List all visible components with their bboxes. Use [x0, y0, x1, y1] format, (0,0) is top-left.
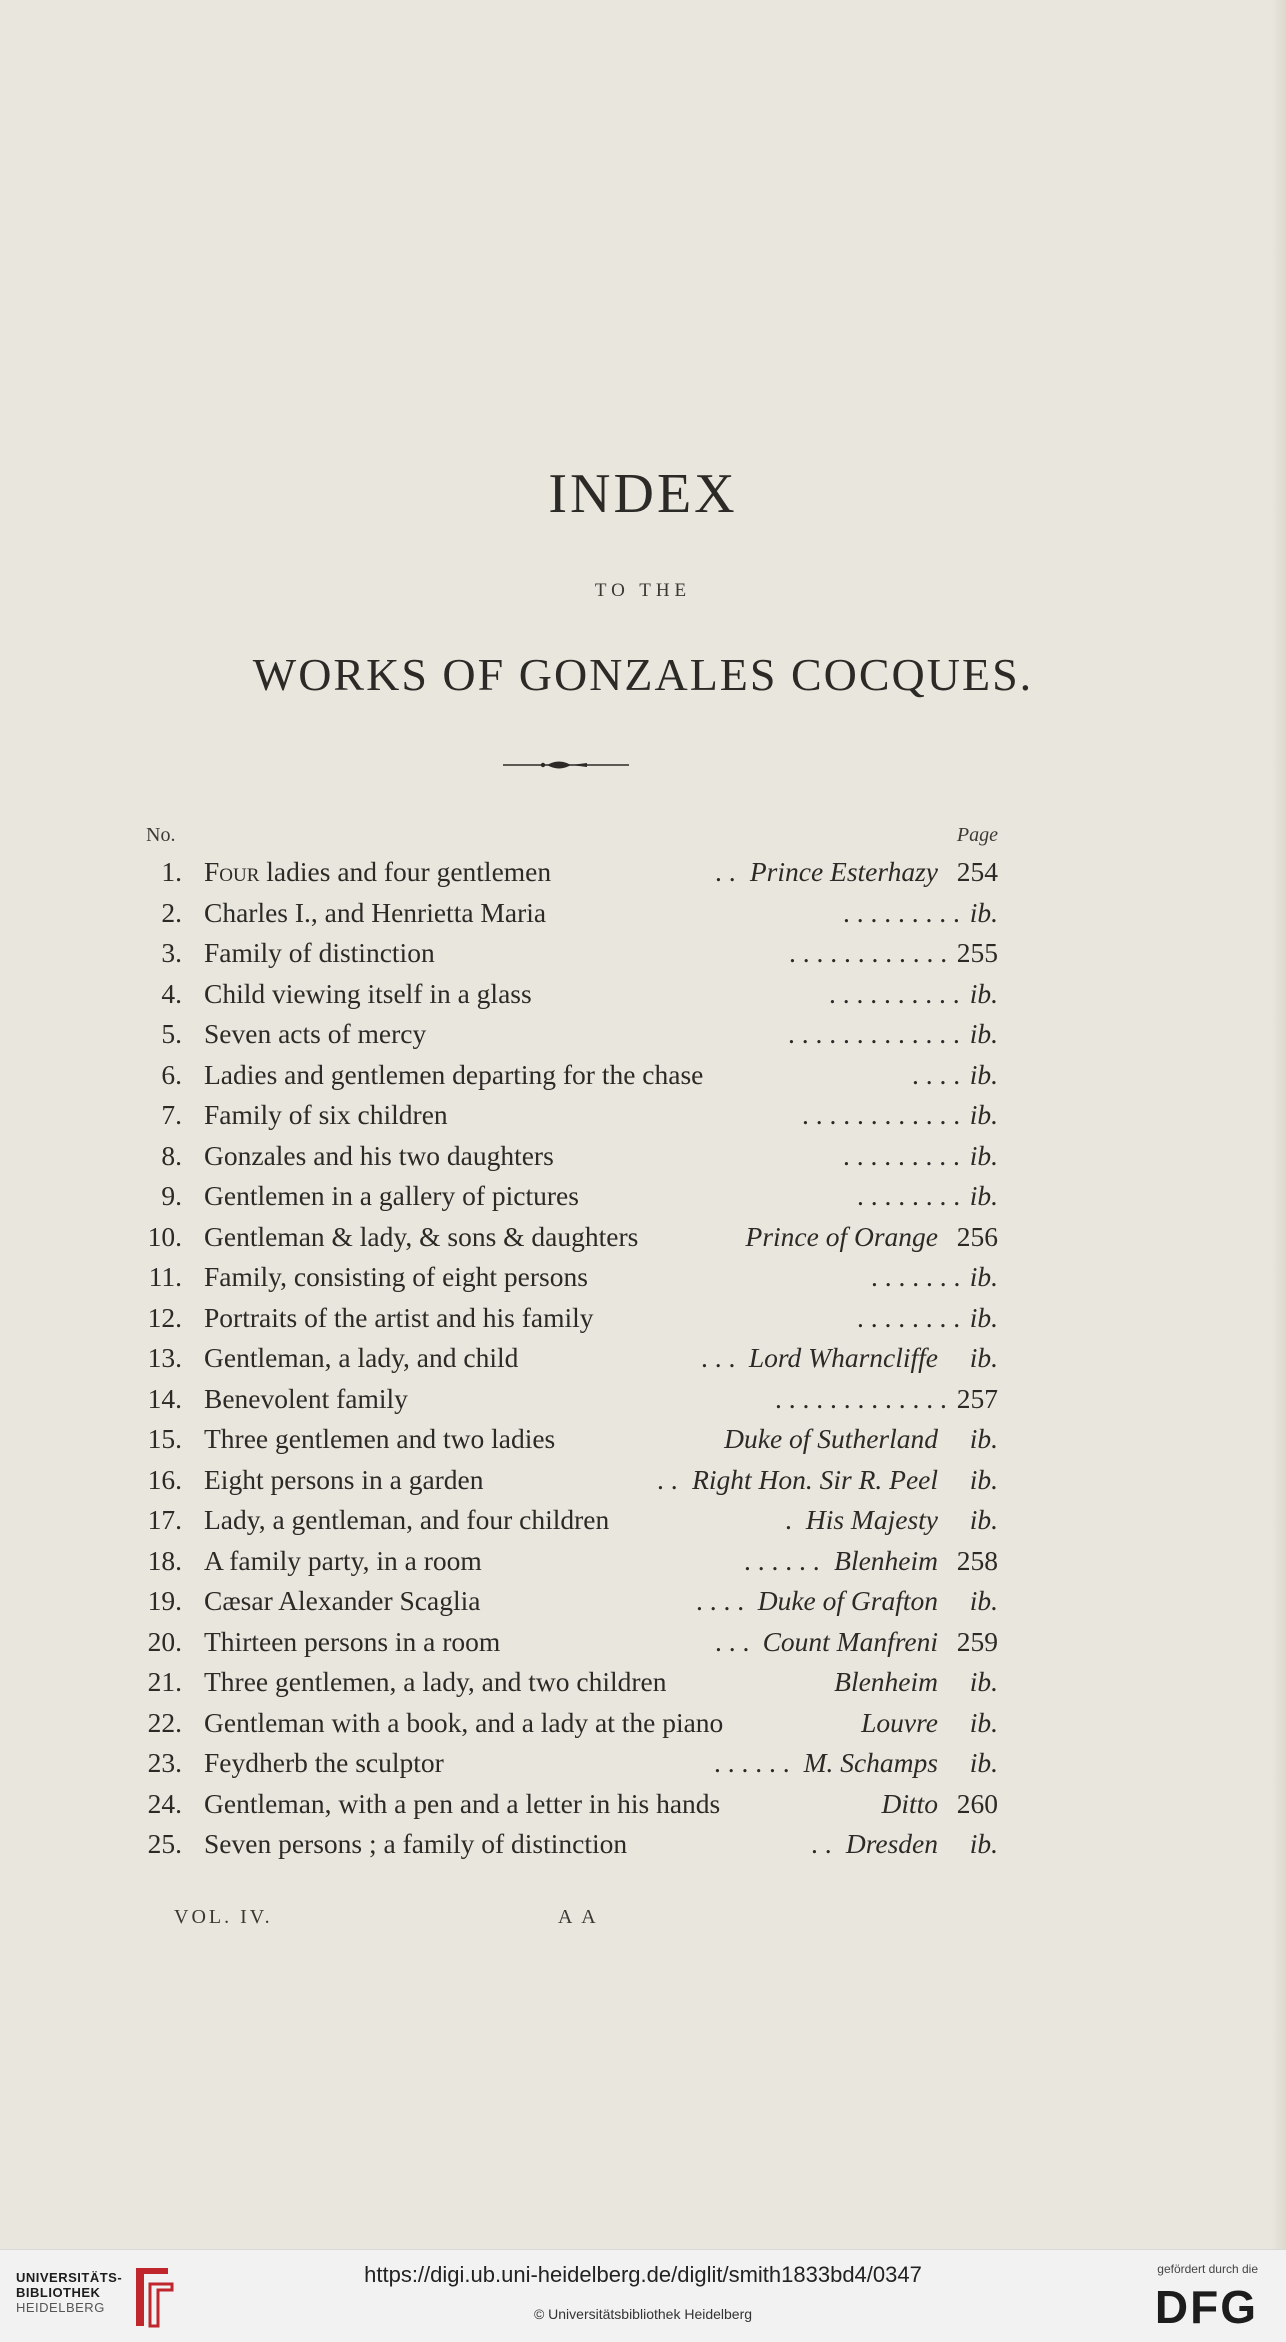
leader-dots: . .: [715, 856, 736, 887]
index-entry: [0, 1298, 1286, 1338]
leader-dots: . .: [811, 1828, 832, 1859]
index-entry: [0, 1703, 1286, 1743]
entry-number: 23.: [147, 1747, 182, 1778]
entry-description: Cæsar Alexander Scaglia: [204, 1585, 481, 1616]
entry-owner: Dresden: [845, 1828, 938, 1859]
index-entry: [0, 1662, 1286, 1702]
entry-description: Three gentlemen and two ladies: [204, 1423, 556, 1454]
entry-number: 25.: [147, 1828, 182, 1859]
entry-number: 15.: [147, 1423, 182, 1454]
column-header-number: No.: [146, 824, 176, 846]
entry-number: 20.: [147, 1625, 182, 1657]
index-entry: [0, 1419, 1286, 1459]
entry-number: 9.: [161, 1180, 182, 1211]
entry-number: 22.: [147, 1706, 182, 1738]
entry-number: 17.: [147, 1504, 182, 1535]
index-entry: [0, 1500, 1286, 1540]
entry-description: Seven persons ; a family of distinction: [204, 1828, 628, 1859]
entry-number: 10.: [147, 1220, 182, 1252]
volume-label: VOL. IV.: [174, 1906, 273, 1928]
index-entry: [0, 1581, 1286, 1621]
leader-dots: . . . .: [912, 1058, 961, 1090]
entry-owner: Louvre: [861, 1706, 938, 1738]
entry-page: ib.: [969, 1747, 998, 1778]
index-entry: [0, 1217, 1286, 1257]
entry-number: 3.: [161, 937, 182, 968]
entry-number: 2.: [161, 896, 182, 928]
entry-description: Lady, a gentleman, and four children: [204, 1504, 610, 1535]
index-entry: [0, 1176, 1286, 1216]
entry-description: Three gentlemen, a lady, and two children: [204, 1666, 667, 1697]
subtitle: WORKS OF GONZALES COCQUES.: [252, 649, 1034, 700]
copyright-notice: © Universitätsbibliothek Heidelberg: [533, 2306, 753, 2322]
entry-page: ib.: [969, 1058, 998, 1090]
entry-page: ib.: [969, 977, 998, 1009]
entry-description: Eight persons in a garden: [204, 1463, 484, 1495]
leader-dots: . . .: [715, 1625, 750, 1657]
entry-owner: Duke of Grafton: [757, 1585, 938, 1616]
leader-dots: . . . .: [696, 1585, 745, 1616]
entry-owner: Right Hon. Sir R. Peel: [692, 1463, 938, 1495]
entry-description: Gentlemen in a gallery of pictures: [204, 1180, 579, 1211]
entry-description: Portraits of the artist and his family: [204, 1301, 594, 1333]
entry-owner: Ditto: [881, 1787, 938, 1819]
entry-page: ib.: [969, 1706, 998, 1738]
entry-owner: M. Schamps: [803, 1747, 938, 1778]
entry-page: ib.: [969, 1301, 998, 1333]
entry-number: 19.: [147, 1585, 182, 1616]
index-entry: [0, 893, 1286, 933]
entry-description: Gentleman with a book, and a lady at the piano: [204, 1706, 724, 1738]
index-entry: [0, 1136, 1286, 1176]
leader-dots: . . .: [701, 1342, 736, 1373]
entry-number: 1.: [161, 856, 182, 887]
entry-description: Family, consisting of eight persons: [204, 1261, 588, 1292]
entry-description: Ladies and gentlemen departing for the chase: [204, 1058, 704, 1090]
entry-owner: Prince of Orange: [745, 1220, 938, 1252]
entry-page: ib.: [969, 1585, 998, 1616]
entry-owner: Lord Wharncliffe: [748, 1342, 938, 1373]
entry-page: ib.: [969, 1666, 998, 1697]
entry-description: Seven acts of mercy: [204, 1018, 427, 1049]
entry-owner: Count Manfreni: [762, 1625, 938, 1657]
index-entry: [0, 1379, 1286, 1419]
entry-number: 14.: [147, 1382, 182, 1414]
entry-number: 7.: [161, 1099, 182, 1130]
document-url-link[interactable]: https://digi.ub.uni-heidelberg.de/diglit/smith1833bd4/0347: [364, 2262, 922, 2287]
entry-description: Thirteen persons in a room: [204, 1625, 501, 1657]
entry-page: 260: [956, 1787, 998, 1819]
index-entry: [0, 1622, 1286, 1662]
index-entry: [0, 1257, 1286, 1297]
logo-line-3: HEIDELBERG: [16, 2300, 105, 2315]
dfg-logo[interactable]: DFG: [1154, 2281, 1258, 2333]
entry-page: 257: [956, 1382, 998, 1414]
leader-dots: . .: [657, 1463, 678, 1495]
entry-page: ib.: [969, 1261, 998, 1292]
entry-page: ib.: [969, 1504, 998, 1535]
entry-number: 16.: [147, 1463, 182, 1495]
leader-dots: . . . . . . . . . . . .: [789, 937, 948, 968]
logo-line-1: UNIVERSITÄTS-: [16, 2270, 123, 2285]
entry-number: 21.: [147, 1666, 182, 1697]
index-entry: [0, 1824, 1286, 1864]
logo-line-2: BIBLIOTHEK: [16, 2285, 101, 2300]
entry-page: ib.: [969, 1828, 998, 1859]
entry-page: 259: [956, 1625, 998, 1657]
entry-page: ib.: [969, 1463, 998, 1495]
entry-description: Family of six children: [204, 1099, 448, 1130]
index-entry: [0, 1784, 1286, 1824]
entry-description: Family of distinction: [204, 937, 435, 968]
leader-dots: . . . . . . . .: [857, 1301, 961, 1333]
entry-description: Benevolent family: [204, 1382, 408, 1414]
entry-description: Gonzales and his two daughters: [204, 1139, 554, 1171]
entry-number: 5.: [161, 1018, 182, 1049]
entry-owner: Blenheim: [834, 1544, 938, 1576]
leader-dots: . . . . . . .: [871, 1261, 961, 1292]
entry-number: 4.: [161, 977, 182, 1009]
leader-dots: . . . . . . . . . . . . .: [775, 1382, 947, 1414]
index-entry: [0, 1055, 1286, 1095]
entry-page: ib.: [969, 1342, 998, 1373]
entry-owner: Blenheim: [834, 1666, 938, 1697]
funded-by-label: gefördert durch die: [1157, 2262, 1258, 2276]
entry-description: [204, 852, 551, 892]
entry-page: ib.: [969, 896, 998, 928]
index-entry: [0, 1014, 1286, 1054]
leader-dots: . . . . . .: [714, 1747, 790, 1778]
leader-dots: . . . . . .: [744, 1544, 820, 1576]
column-header-page: Page: [956, 824, 998, 846]
entry-owner: His Majesty: [805, 1504, 938, 1535]
entry-number: 12.: [147, 1301, 182, 1333]
leader-dots: . . . . . . . . . . . .: [802, 1099, 961, 1130]
entry-number: 18.: [147, 1544, 182, 1576]
entry-owner: Duke of Sutherland: [724, 1423, 938, 1454]
subtitle-connector: TO THE: [594, 580, 692, 601]
index-entry: [0, 1743, 1286, 1783]
entry-number: 6.: [161, 1058, 182, 1090]
entry-page: ib.: [969, 1099, 998, 1130]
page-title: INDEX: [548, 463, 738, 525]
entry-owner: Prince Esterhazy: [749, 856, 938, 887]
leader-dots: . . . . . . . . .: [843, 1139, 960, 1171]
leader-dots: . . . . . . . .: [857, 1180, 961, 1211]
entry-page: 255: [956, 937, 998, 968]
entry-number: 24.: [147, 1787, 182, 1819]
entry-description: Gentleman, a lady, and child: [204, 1342, 519, 1373]
leader-dots: .: [785, 1504, 792, 1535]
entry-number: 11.: [148, 1261, 182, 1292]
index-entry: [0, 852, 1286, 892]
entry-description: Child viewing itself in a glass: [204, 977, 532, 1009]
index-entry: [0, 1338, 1286, 1378]
entry-page: 254: [956, 856, 998, 887]
entry-page: ib.: [969, 1139, 998, 1171]
entry-description: Gentleman, with a pen and a letter in his hands: [204, 1787, 721, 1819]
entry-page: ib.: [969, 1423, 998, 1454]
index-entry: [0, 974, 1286, 1014]
signature-mark: A A: [558, 1906, 599, 1928]
entry-number: 13.: [147, 1342, 182, 1373]
index-entry: [0, 933, 1286, 973]
ornamental-rule-icon: [503, 753, 629, 777]
viewer-footer-bar: [0, 2249, 1286, 2342]
entry-number: 8.: [161, 1139, 182, 1171]
entry-description: Charles I., and Henrietta Maria: [204, 896, 547, 928]
entry-page: 258: [956, 1544, 998, 1576]
index-entry: [0, 1460, 1286, 1500]
leader-dots: . . . . . . . . . . . . .: [788, 1018, 960, 1049]
entry-page: ib.: [969, 1180, 998, 1211]
entry-description-small-caps: Four: [204, 856, 260, 887]
index-entry: [0, 1095, 1286, 1135]
entry-description: A family party, in a room: [204, 1544, 482, 1576]
leader-dots: . . . . . . . . . .: [829, 977, 960, 1009]
index-entry: [0, 1541, 1286, 1581]
entry-description: Gentleman & lady, & sons & daughters: [204, 1220, 639, 1252]
entry-page: 256: [956, 1220, 998, 1252]
entry-description-rest: ladies and four gentlemen: [259, 856, 552, 887]
entry-page: ib.: [969, 1018, 998, 1049]
leader-dots: . . . . . . . . .: [843, 896, 960, 928]
entry-description: Feydherb the sculptor: [204, 1747, 444, 1778]
